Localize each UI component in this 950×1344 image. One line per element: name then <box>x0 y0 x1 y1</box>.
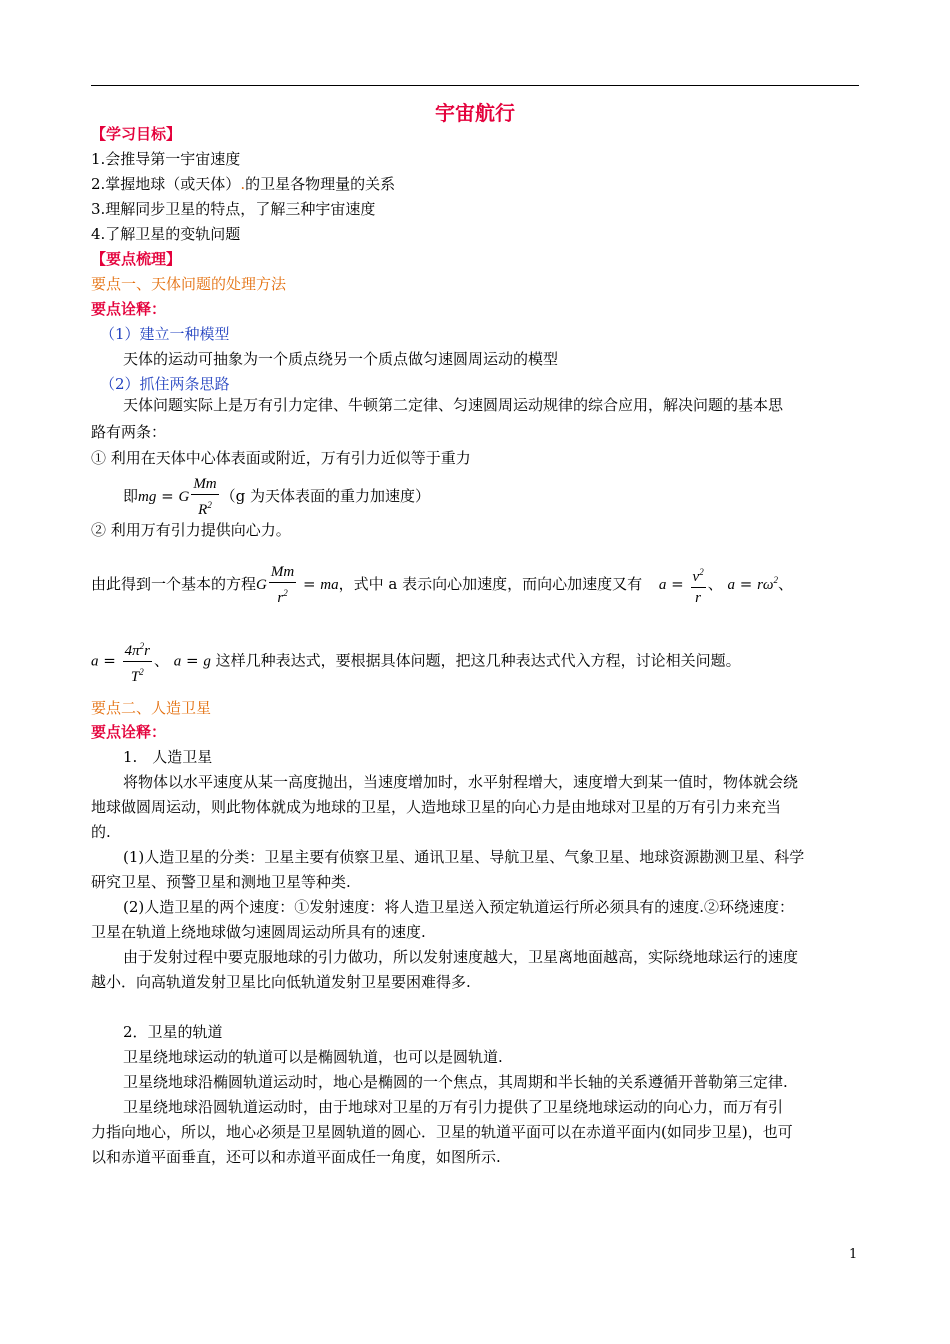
fraction-Mm-R2: $\frac{Mm}{R^2}$ <box>193 476 217 518</box>
explain-label: 要点诠释： <box>91 300 167 318</box>
sub2-text-b: 路有两条： <box>91 423 167 441</box>
fraction-Mm-r2: $\frac{Mm}{r^2}$ <box>270 564 295 606</box>
sat2-p3-b: 力指向地心，所以，地心必须是卫星圆轨道的圆心．卫星的轨道平面可以在赤道平面内(如同步卫星)，也可 <box>91 1123 793 1141</box>
page-number: 1 <box>849 1247 858 1262</box>
section-goals-heading: 【学习目标】 <box>91 125 182 143</box>
sat2-p2: 卫星绕地球沿椭圆轨道运动时，地心是椭圆的一个焦点，其周期和半长轴的关系遵循开普勒第三定律. <box>123 1073 788 1091</box>
sat1-p1-a: 将物体以水平速度从某一高度抛出，当速度增加时，水平射程增大，速度增大到某一值时，物体就会绕 <box>123 773 799 791</box>
header-rule <box>91 85 859 86</box>
sat2-p3-c: 以和赤道平面垂直，还可以和赤道平面成任一角度，如图所示. <box>91 1148 501 1166</box>
sat1-p3-a: (2)人造卫星的两个速度：①发射速度：将人造卫星送入预定轨道运行所必须具有的速度.②环绕速度： <box>123 898 795 916</box>
formula1-line: 即mg = G $\frac{Mm}{R^2}$ （g 为天体表面的重力加速度） <box>123 476 431 518</box>
formula-G: G <box>178 489 190 505</box>
goal-item: 4.了解卫星的变轨问题 <box>91 225 241 243</box>
goal-item: 1.会推导第一宇宙速度 <box>91 150 241 168</box>
sat1-p2-a: (1)人造卫星的分类：卫星主要有侦察卫星、通讯卫星、导航卫星、气象卫星、地球资源勘测卫星、科学 <box>123 848 805 866</box>
goal-item: 3.理解同步卫星的特点，了解三种宇宙速度 <box>91 200 376 218</box>
formula1-prefix: 即 <box>123 487 139 505</box>
sat2-p3-a: 卫星绕地球沿圆轨道运动时，由于地球对卫星的万有引力提供了卫星绕地球运动的向心力，而万有引 <box>123 1098 784 1116</box>
sub1-title: （1）建立一种模型 <box>100 325 230 343</box>
fraction-v2-r: $\frac{v^2}{r}$ <box>691 562 706 608</box>
explain-label-2: 要点诠释： <box>91 723 167 741</box>
sat1-p2-b: 研究卫星、预警卫星和测地卫星等种类. <box>91 873 351 891</box>
point2-title: 要点二、人造卫星 <box>91 699 212 717</box>
formula1-note: （g 为天体表面的重力加速度） <box>220 487 431 505</box>
sat1-title: 1. 人造卫星 <box>123 748 213 766</box>
page-title: 宇宙航行 <box>435 101 515 125</box>
sat1-p3-b: 卫星在轨道上绕地球做匀速圆周运动所具有的速度. <box>91 923 426 941</box>
goal-item: 2.掌握地球（或天体）.的卫星各物理量的关系 <box>91 175 396 193</box>
equation-line: 由此得到一个基本的方程G $\frac{Mm}{r^2}$ = ma，式中 a 表示向心加速度，而向心加速度又有 a = $\frac{v^2}{r}$ 、 $a = r\omega^2$、 <box>91 564 794 606</box>
sat1-p4-b: 越小．向高轨道发射卫星比向低轨道发射卫星要困难得多. <box>91 973 471 991</box>
sub1-text: 天体的运动可抽象为一个质点绕另一个质点做匀速圆周运动的模型 <box>123 350 559 368</box>
formula-mg: mg <box>138 489 157 505</box>
sub2-title: （2）抓住两条思路 <box>100 375 230 393</box>
fraction-4pi2r-T2: $\frac{4\pi^2r}{T^2}$ <box>123 636 152 687</box>
point1-title: 要点一、天体问题的处理方法 <box>91 275 287 293</box>
sat2-p1: 卫星绕地球运动的轨道可以是椭圆轨道，也可以是圆轨道. <box>123 1048 503 1066</box>
section-summary-heading: 【要点梳理】 <box>91 250 182 268</box>
sat1-p1-c: 的. <box>91 823 111 841</box>
idea2: ② 利用万有引力提供向心力。 <box>91 521 291 539</box>
sat1-p4-a: 由于发射过程中要克服地球的引力做功，所以发射速度越大，卫星离地面越高，实际绕地球运行的速度 <box>123 948 799 966</box>
sat1-p1-b: 地球做圆周运动，则此物体就成为地球的卫星，人造地球卫星的向心力是由地球对卫星的万有引力来充当 <box>91 798 782 816</box>
idea1: ① 利用在天体中心体表面或附近，万有引力近似等于重力 <box>91 449 471 467</box>
sub2-text-a: 天体问题实际上是万有引力定律、牛顿第二定律、匀速圆周运动规律的综合应用，解决问题的基本思 <box>123 396 784 414</box>
equation-line-2: a = $\frac{4\pi^2r}{T^2}$ 、 a = g 这样几种表达式，要根据具体问题，把这几种表达式代入方程，讨论相关问题。 <box>91 636 741 687</box>
sat2-title: 2．卫星的轨道 <box>123 1023 223 1041</box>
